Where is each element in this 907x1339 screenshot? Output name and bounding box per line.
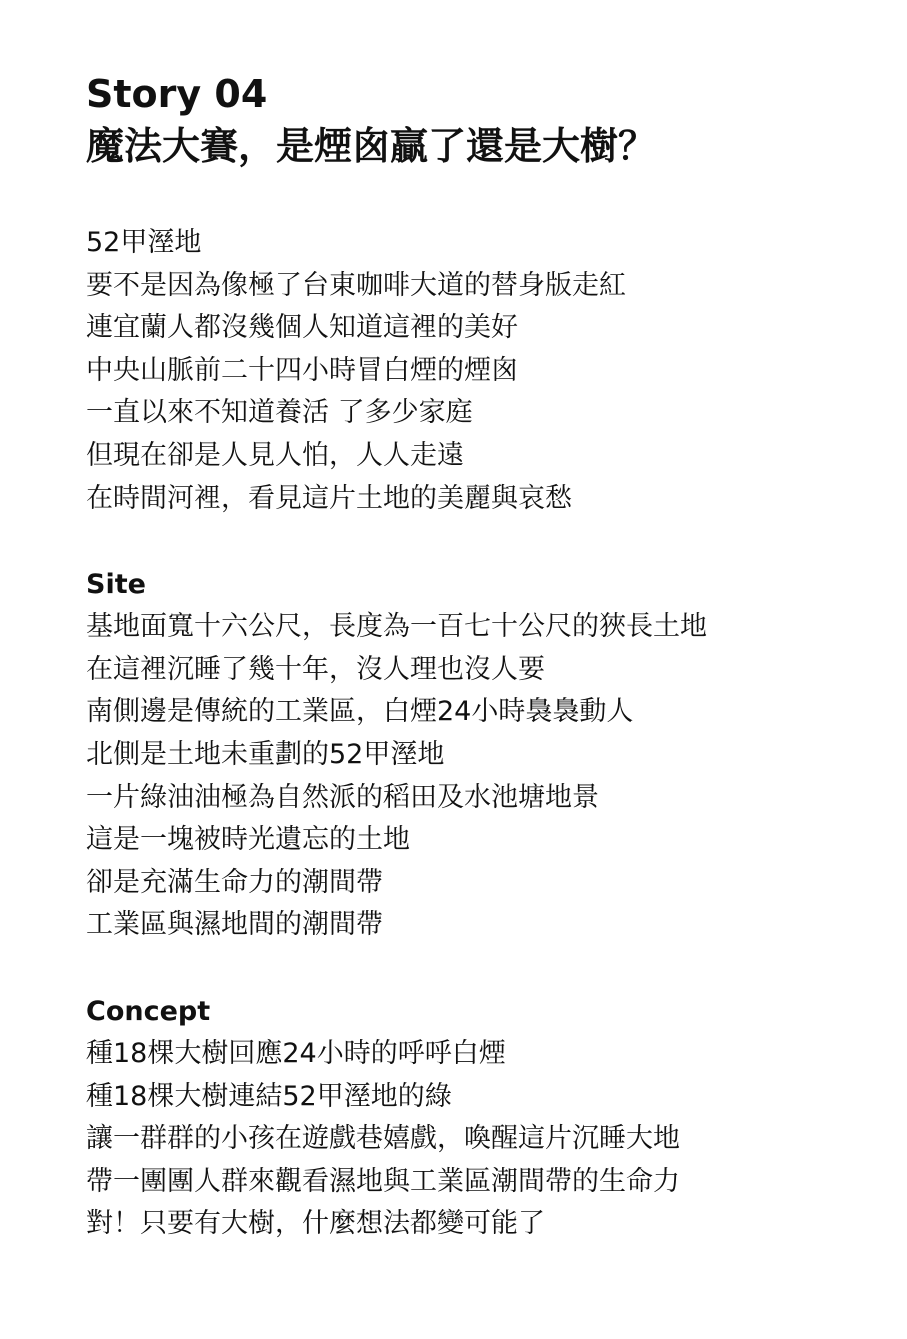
site-heading: Site bbox=[86, 569, 146, 601]
story-line: 但現在卻是人見人怕，人人走遠 bbox=[86, 439, 464, 471]
site-line: 基地面寬十六公尺，長度為一百七十公尺的狹長土地 bbox=[86, 611, 707, 643]
site-section bbox=[86, 564, 886, 947]
site-line: 南側邊是傳統的工業區，白煙24小時裊裊動人 bbox=[86, 696, 634, 728]
story-section bbox=[86, 222, 886, 520]
concept-line: 帶一團團人群來觀看濕地與工業區潮間帶的生命力 bbox=[86, 1165, 680, 1197]
concept-line: 種18棵大樹回應24小時的呼呼白煙 bbox=[86, 1037, 506, 1069]
site-line: 這是一塊被時光遺忘的土地 bbox=[86, 824, 410, 856]
story-label: Story 04 bbox=[86, 72, 268, 116]
article bbox=[86, 68, 886, 1246]
story-line: 在時間河裡，看見這片土地的美麗與哀愁 bbox=[86, 482, 572, 514]
story-line: 52甲溼地 bbox=[86, 227, 202, 258]
concept-heading: Concept bbox=[86, 995, 211, 1027]
title-block bbox=[86, 68, 886, 172]
site-line: 卻是充滿生命力的潮間帶 bbox=[86, 866, 383, 898]
concept-line: 對！只要有大樹，什麼想法都變可能了 bbox=[86, 1208, 545, 1240]
concept-section bbox=[86, 991, 886, 1246]
concept-line: 種18棵大樹連結52甲溼地的綠 bbox=[86, 1080, 452, 1112]
site-line: 一片綠油油極為自然派的稻田及水池塘地景 bbox=[86, 781, 599, 813]
story-line: 連宜蘭人都沒幾個人知道這裡的美好 bbox=[86, 312, 518, 344]
story-line: 要不是因為像極了台東咖啡大道的替身版走紅 bbox=[86, 269, 626, 301]
story-line: 中央山脈前二十四小時冒白煙的煙囪 bbox=[86, 354, 518, 386]
page-title: 魔法大賽，是煙囪贏了還是大樹？ bbox=[86, 124, 657, 168]
site-line: 工業區與濕地間的潮間帶 bbox=[86, 909, 383, 941]
site-line: 北側是土地未重劃的52甲溼地 bbox=[86, 738, 445, 770]
concept-line: 讓一群群的小孩在遊戲巷嬉戲，喚醒這片沉睡大地 bbox=[86, 1123, 680, 1155]
site-line: 在這裡沉睡了幾十年，沒人理也沒人要 bbox=[86, 653, 545, 685]
story-line: 一直以來不知道養活 了多少家庭 bbox=[86, 397, 473, 429]
